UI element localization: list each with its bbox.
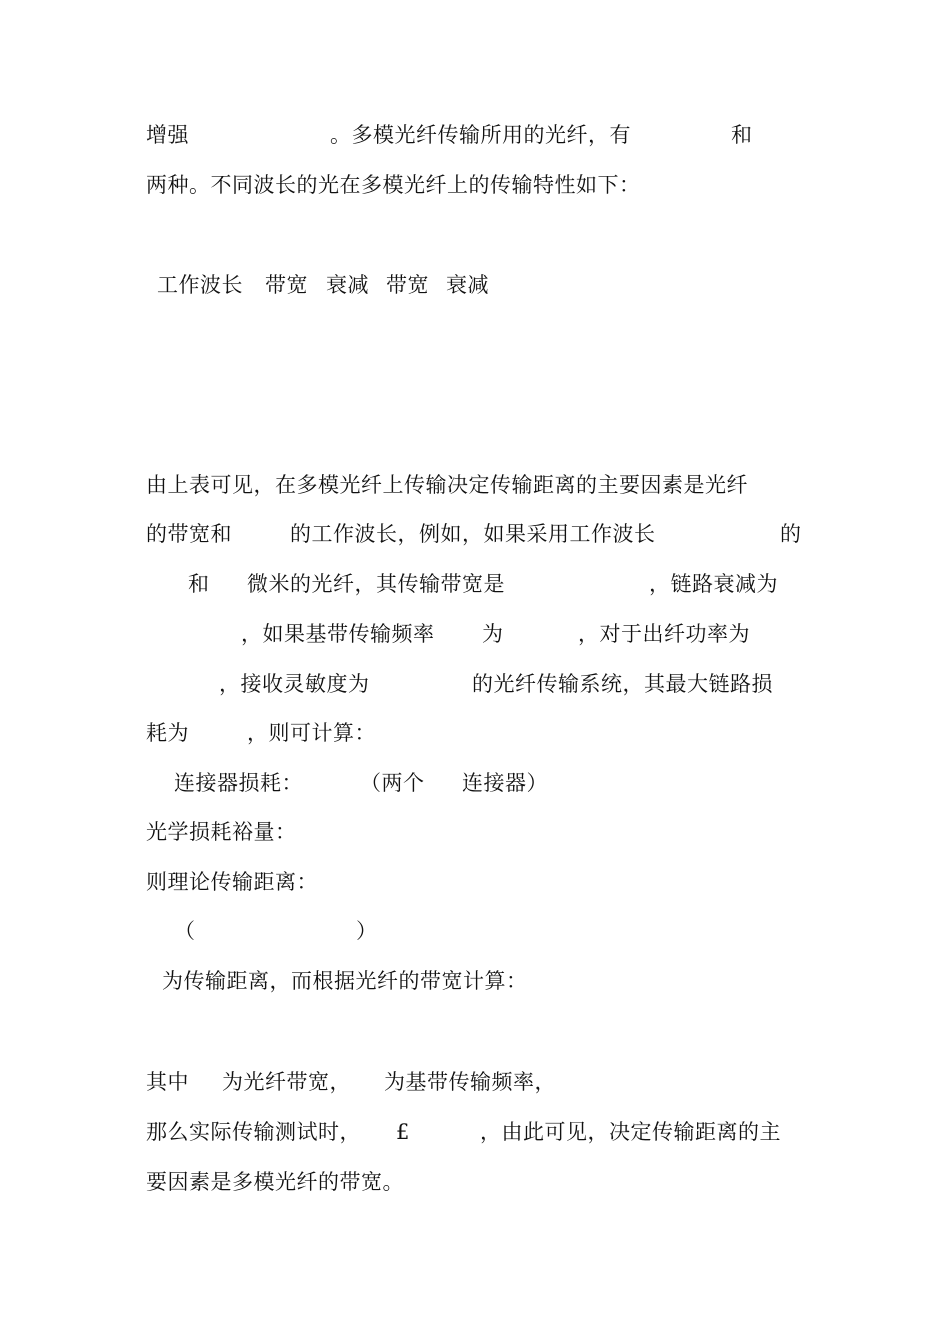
text-loss-is: 耗为 (146, 721, 189, 745)
text-theoretical-distance: 则理论传输距离： (146, 870, 318, 894)
text-and-2: 和 (188, 572, 210, 596)
text-where: 其中 (146, 1070, 189, 1094)
text-baseband-frequency: ，如果基带传输频率 (241, 622, 435, 646)
table-header-attenuation-2: 衰减 (446, 273, 489, 297)
text-micron-fiber: 微米的光纤，其传输带宽是 (247, 572, 505, 596)
text-paren-close: ） (356, 919, 378, 943)
text-conclusion: ，由此可见，决定传输距离的主 (480, 1120, 781, 1144)
text-fiber-bandwidth: 为光纤带宽， (222, 1070, 351, 1094)
text-baseband-rate: 为基带传输频率， (384, 1070, 556, 1094)
table-header-bandwidth-2: 带宽 (386, 273, 429, 297)
text-and: 和 (731, 123, 753, 147)
text-two-kinds: 两种。不同波长的光在多模光纤上的传输特性如下： (146, 173, 641, 197)
text-leq-symbol: £ (396, 1120, 410, 1144)
text-enhance: 增强 (146, 123, 189, 147)
text-fiber-types-intro: 。多模光纤传输所用的光纤，有 (330, 123, 631, 147)
table-header-bandwidth-1: 带宽 (265, 273, 308, 297)
text-de: 的 (780, 522, 802, 546)
table-header-attenuation-1: 衰减 (326, 273, 369, 297)
text-wei: 为 (482, 622, 504, 646)
text-link-attenuation: ，链路衰减为 (649, 572, 778, 596)
text-bandwidth-and: 的带宽和 (146, 522, 232, 546)
text-main-factor-bandwidth: 要因素是多模光纤的带宽。 (146, 1170, 404, 1194)
text-output-power: ，对于出纤功率为 (578, 622, 750, 646)
text-connectors: 连接器） (462, 771, 548, 795)
text-max-link-loss: 的光纤传输系统，其最大链路损 (472, 672, 773, 696)
text-actual-test: 那么实际传输测试时， (146, 1120, 361, 1144)
text-main-factor: 由上表可见，在多模光纤上传输决定传输距离的主要因素是光纤 (146, 473, 748, 497)
text-connector-loss: 连接器损耗： (174, 771, 303, 795)
text-paren-open: （ (174, 919, 196, 943)
text-receive-sensitivity: ，接收灵敏度为 (219, 672, 370, 696)
text-working-wavelength: 的工作波长，例如，如果采用工作波长 (290, 522, 656, 546)
text-two: （两个 (360, 771, 425, 795)
text-then-calculate: ，则可计算： (247, 721, 376, 745)
text-optical-loss-margin: 光学损耗裕量： (146, 820, 297, 844)
table-header-wavelength: 工作波长 (157, 273, 243, 297)
text-bandwidth-calc: 为传输距离，而根据光纤的带宽计算： (162, 969, 528, 993)
